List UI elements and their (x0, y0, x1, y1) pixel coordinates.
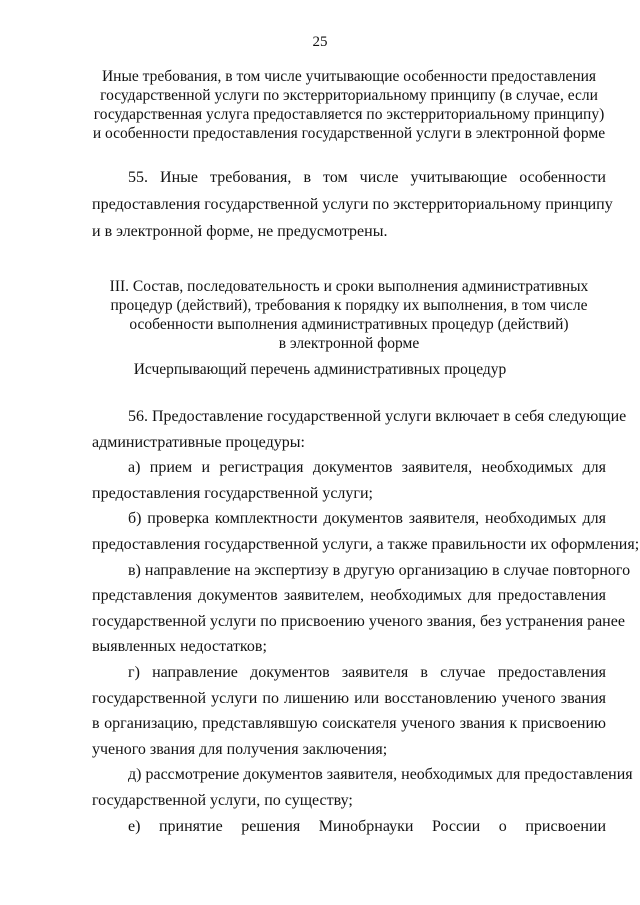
paragraph-55 (92, 164, 613, 245)
list-item-e: е) принятие решения Минобрнауки России о присвоении (128, 817, 606, 835)
section-title-other-requirements (92, 67, 606, 143)
list-item-d: д) рассмотрение документов заявителя, необходимых для предоставления (128, 766, 633, 784)
title-line: III. Состав, последовательность и сроки выполнения административных (109, 278, 589, 295)
text-line: выявленных недостатков; (92, 638, 267, 656)
title-line: в электронной форме (278, 335, 420, 352)
title-line: государственная услуга предоставляется по экстерриториальному принципу) (93, 106, 605, 123)
text-line: 56. Предоставление государственной услуги включает в себя следующие (128, 408, 627, 425)
title-line: и особенности предоставления государственной услуги в электронной форме (92, 125, 606, 142)
page-number: 25 (312, 34, 328, 50)
title-line: особенности выполнения административных процедур (действий) (129, 316, 569, 333)
text-line: представления документов заявителем, необходимых для предоставления (92, 587, 606, 605)
title-line: государственной услуги по экстерриториальному принципу (в случае, если (100, 87, 598, 104)
list-item-g: г) направление документов заявителя в случае предоставления (128, 663, 606, 681)
list-item-a: а) прием и регистрация документов заявителя, необходимых для (128, 459, 606, 477)
text-line: предоставления государственной услуги по экстерриториальному принципу (92, 196, 613, 213)
text-line: предоставления государственной услуги; (92, 484, 373, 502)
title-line: процедур (действий), требования к порядку их выполнения, в том числе (110, 297, 588, 314)
subheading-procedures-list: Исчерпывающий перечень административных процедур (133, 361, 507, 378)
text-line: 55. Иные требования, в том числе учитывающие особенности (128, 169, 606, 186)
text-line: и в электронной форме, не предусмотрены. (92, 223, 388, 240)
text-line: государственной услуги по лишению или восстановлению ученого звания (92, 689, 606, 707)
text-line: ученого звания для получения заключения; (92, 740, 388, 758)
text-line: в организацию, представлявшую соискателя ученого звания к присвоению (92, 715, 606, 733)
text-line: административные процедуры: (92, 433, 305, 451)
text-line: предоставления государственной услуги, а также правильности их оформления; (92, 535, 640, 553)
title-line: Иные требования, в том числе учитывающие особенности предоставления (101, 68, 597, 85)
text-line: государственной услуги, по существу; (92, 791, 353, 809)
text-line: государственной услуги по присвоению ученого звания, без устранения ранее (92, 612, 625, 630)
paragraph-56 (92, 404, 640, 839)
list-item-b: б) проверка комплектности документов заявителя, необходимых для (128, 510, 606, 528)
list-item-v: в) направление на экспертизу в другую организацию в случае повторного (128, 561, 631, 579)
section-title-III (92, 277, 606, 353)
